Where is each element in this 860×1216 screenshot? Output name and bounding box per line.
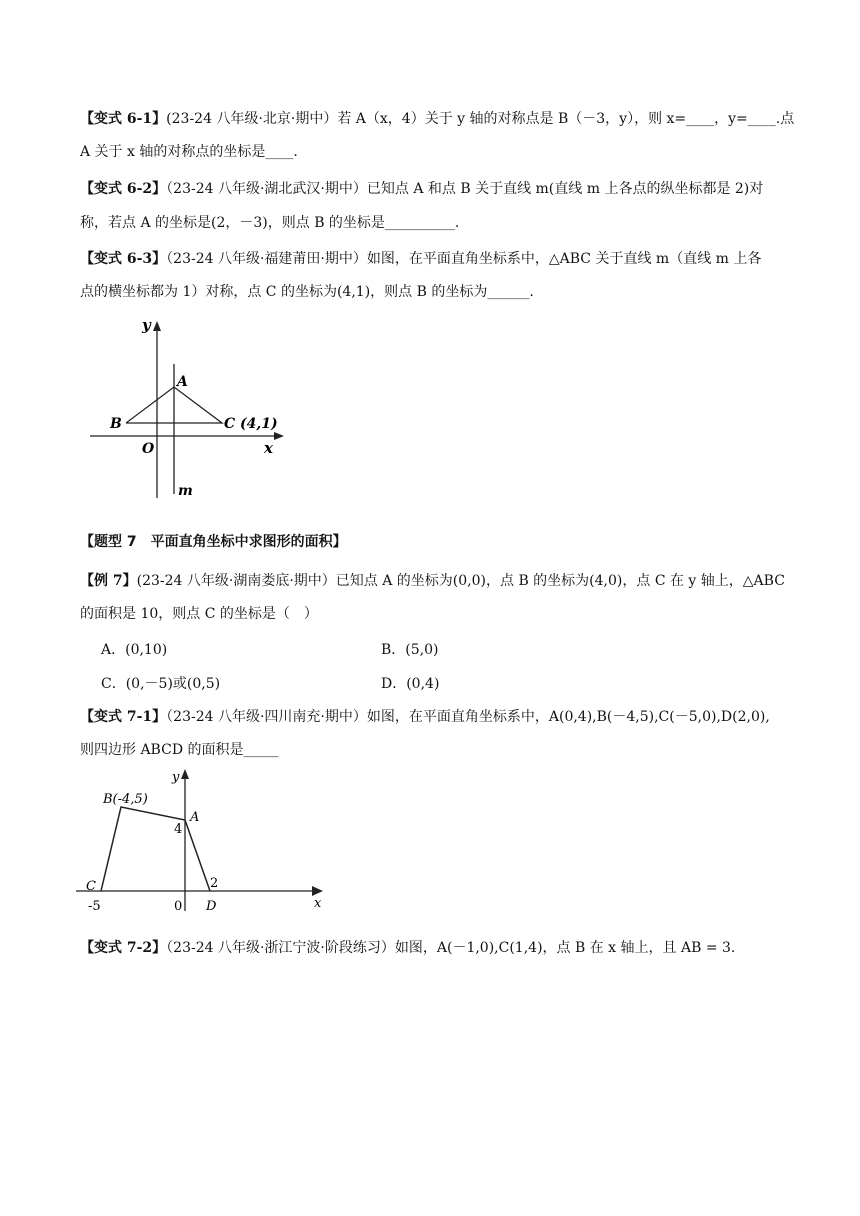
variant-7-1-line1	[80, 704, 792, 730]
variant-7-2-tag: 【变式 7-2】	[80, 940, 167, 956]
fig2-label-2: 2	[210, 876, 219, 891]
fig2-label-x: x	[314, 896, 322, 911]
fig1-label-y: y	[142, 316, 151, 334]
example-7-text: (23-24 八年级·湖南娄底·期中）已知点 A 的坐标为(0,0)，点 B 的坐标为(4,0)，点 C 在 y 轴上，△ABC	[136, 573, 785, 589]
fig2-y-arrow	[181, 769, 189, 779]
fig2-label-y: y	[172, 770, 180, 785]
variant-6-3-line1	[80, 246, 792, 272]
fig1-label-x: x	[264, 439, 273, 457]
variant-6-1-text: (23-24 八年级·北京·期中）若 A（x，4）关于 y 轴的对称点是 B（－3，y），则 x=____，y=____.点	[166, 111, 795, 127]
fig2-label-neg5: -5	[88, 899, 101, 914]
example-7-tag: 【例 7】	[80, 573, 137, 589]
variant-6-3-tag: 【变式 6-3】	[80, 251, 167, 267]
example-7-line1	[80, 568, 792, 594]
fig2-label-b: B(-4,5)	[103, 792, 148, 807]
fig1-label-c: C (4,1)	[224, 416, 278, 432]
section-heading-7: 【题型 7 平面直角坐标中求图形的面积】	[80, 534, 347, 550]
variant-6-2-line2: 称，若点 A 的坐标是(2，－3)，则点 B 的坐标是__________.	[80, 215, 460, 231]
fig2-label-4: 4	[174, 822, 183, 837]
figure-quadrilateral-abcd	[70, 765, 330, 915]
variant-6-1-tag: 【变式 6-1】	[80, 111, 167, 127]
example-7-line2: 的面积是 10，则点 C 的坐标是（ ）	[80, 606, 318, 622]
fig1-label-o: O	[142, 441, 155, 457]
variant-7-1-text: （23-24 八年级·四川南充·期中）如图，在平面直角坐标系中，A(0,4),B(－4,5),C(－5,0),D(2,0),	[166, 709, 770, 725]
variant-6-2-tag: 【变式 6-2】	[80, 181, 167, 197]
fig2-label-0: 0	[174, 899, 183, 914]
variant-7-1-line2: 则四边形 ABCD 的面积是_____	[80, 742, 279, 758]
variant-6-2-text: （23-24 八年级·湖北武汉·期中）已知点 A 和点 B 关于直线 m(直线 m 上各点的纵坐标都是 2)对	[166, 181, 764, 197]
variant-6-3-text: （23-24 八年级·福建莆田·期中）如图，在平面直角坐标系中，△ABC 关于直线 m（直线 m 上各	[166, 251, 762, 267]
fig2-label-d: D	[206, 899, 217, 914]
variant-6-3-line2: 点的横坐标都为 1）对称，点 C 的坐标为(4,1)，则点 B 的坐标为______.	[80, 284, 534, 300]
fig1-y-arrow	[153, 321, 161, 331]
option-a: A．(0,10)	[101, 642, 168, 658]
fig1-x-arrow	[274, 432, 284, 440]
option-d: D．(0,4)	[381, 676, 440, 692]
fig2-label-c: C	[86, 879, 96, 894]
option-c: C．(0,－5)或(0,5)	[101, 676, 221, 692]
fig2-label-a: A	[190, 810, 200, 825]
variant-6-1-line2: A 关于 x 轴的对称点的坐标是____.	[80, 144, 298, 160]
variant-7-2-text: （23-24 八年级·浙江宁波·阶段练习）如图，A(－1,0),C(1,4)，点 B 在 x 轴上，且 AB = 3.	[166, 940, 736, 956]
fig2-x-arrow	[312, 886, 323, 896]
variant-6-1-line1	[80, 106, 795, 132]
variant-6-2-line1	[80, 176, 792, 202]
option-b: B．(5,0)	[381, 642, 439, 658]
variant-7-1-tag: 【变式 7-1】	[80, 709, 167, 725]
fig1-label-m: m	[178, 483, 193, 499]
fig1-label-a: A	[177, 374, 188, 390]
variant-7-2-line1	[80, 935, 792, 961]
fig1-label-b: B	[110, 416, 122, 432]
figure-triangle-abc	[80, 316, 300, 500]
